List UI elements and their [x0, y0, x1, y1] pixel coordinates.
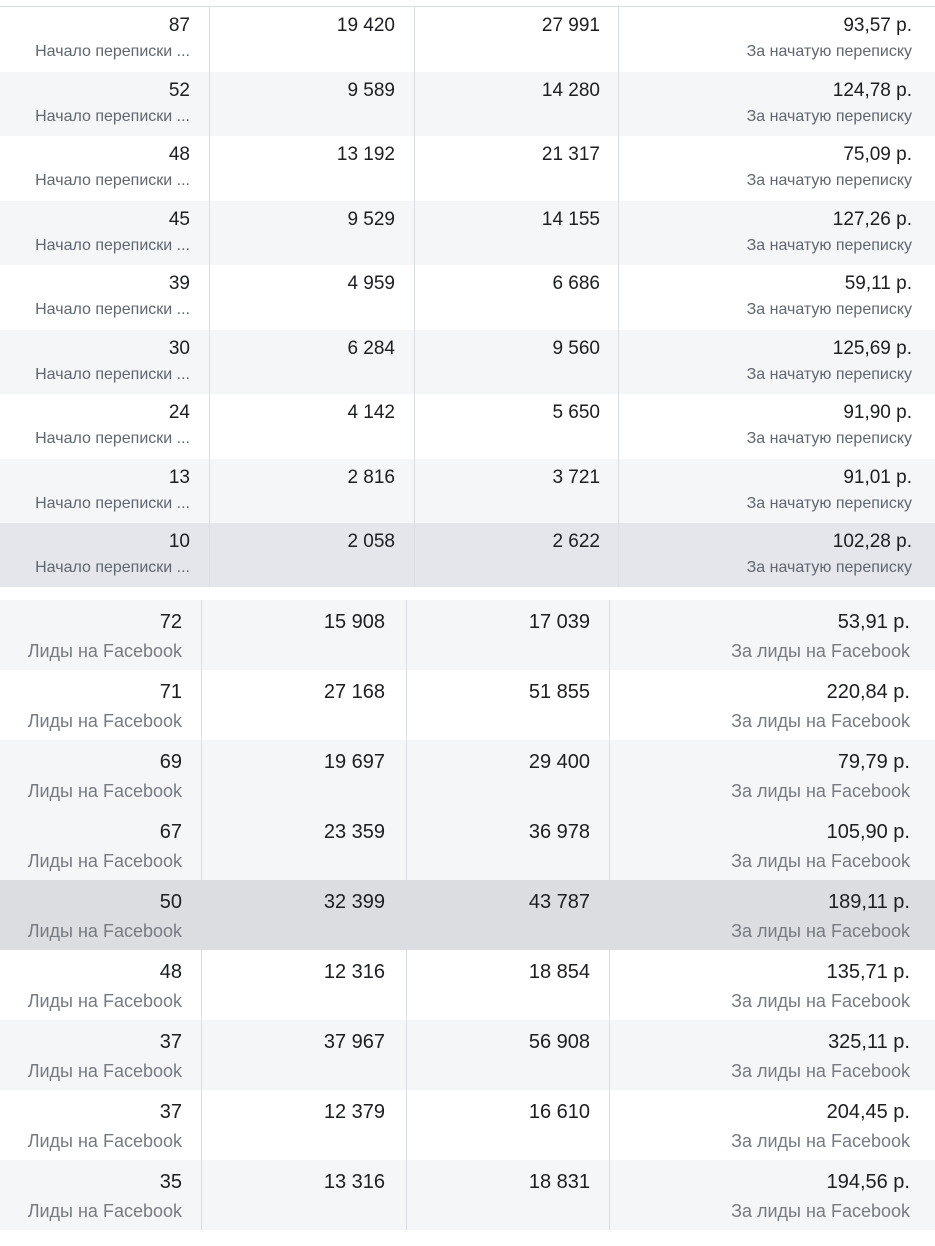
- table-row[interactable]: [0, 1090, 935, 1160]
- cost-per-result-label: За начатую переписку: [746, 43, 912, 60]
- cost-per-result-value: 189,11 р.: [828, 891, 910, 913]
- reach-cell: [209, 459, 414, 524]
- cost-per-result-label: За начатую переписку: [746, 430, 912, 447]
- impressions-cell: [414, 523, 618, 588]
- results-cell: [0, 1020, 201, 1090]
- results-type-label: Начало переписки ...: [35, 430, 190, 447]
- impressions-value: 27 991: [541, 15, 600, 36]
- reach-value: 2 058: [347, 531, 395, 552]
- results-cell: [0, 523, 209, 588]
- reach-cell: [201, 1090, 406, 1160]
- impressions-value: 6 686: [552, 273, 600, 294]
- cost-per-result-cell: [618, 265, 935, 330]
- cost-per-result-label: За лиды на Facebook: [731, 711, 910, 731]
- results-type-label: Начало переписки ...: [35, 365, 190, 383]
- reach-cell: [209, 201, 414, 266]
- results-cell: [0, 7, 209, 72]
- reach-value: 13 316: [323, 1171, 385, 1193]
- cost-per-result-cell: [609, 880, 935, 950]
- impressions-value: 9 560: [552, 337, 600, 359]
- results-type-label: Лиды на Facebook: [27, 921, 182, 941]
- impressions-value: 17 039: [528, 611, 590, 633]
- results-value: 45: [168, 208, 190, 230]
- reach-cell: [209, 7, 414, 72]
- reach-cell: [209, 72, 414, 137]
- cost-per-result-cell: [618, 523, 935, 588]
- cost-per-result-value: 91,90 р.: [843, 402, 912, 423]
- reach-cell: [201, 1020, 406, 1090]
- impressions-cell: [406, 1020, 609, 1090]
- results-type-label: Лиды на Facebook: [27, 1201, 182, 1221]
- results-value: 24: [168, 402, 190, 423]
- cost-per-result-value: 53,91 р.: [837, 611, 910, 633]
- cost-per-result-cell: [618, 72, 935, 137]
- results-value: 10: [168, 531, 190, 552]
- table-row[interactable]: [0, 1160, 935, 1230]
- results-value: 37: [159, 1101, 182, 1123]
- cost-per-result-label: За начатую переписку: [746, 365, 912, 383]
- results-type-label: Лиды на Facebook: [27, 851, 182, 871]
- table-row[interactable]: [0, 7, 935, 72]
- results-type-label: Начало переписки ...: [35, 559, 190, 576]
- table-row[interactable]: [0, 810, 935, 880]
- impressions-cell: [414, 136, 618, 201]
- reach-value: 23 359: [323, 821, 385, 843]
- cost-per-result-cell: [618, 394, 935, 459]
- results-cell: [0, 600, 201, 670]
- cost-per-result-label: За начатую переписку: [746, 559, 912, 576]
- cost-per-result-cell: [609, 1160, 935, 1230]
- results-cell: [0, 1160, 201, 1230]
- impressions-value: 18 854: [528, 961, 590, 983]
- reach-value: 19 697: [323, 751, 385, 773]
- reach-cell: [201, 600, 406, 670]
- cost-per-result-value: 79,79 р.: [837, 751, 910, 773]
- impressions-cell: [414, 72, 618, 137]
- reach-cell: [201, 880, 406, 950]
- results-cell: [0, 330, 209, 395]
- table-row[interactable]: [0, 459, 935, 524]
- cost-per-result-label: За лиды на Facebook: [731, 991, 910, 1011]
- results-type-label: Начало переписки ...: [35, 236, 190, 254]
- impressions-value: 36 978: [528, 821, 590, 843]
- cost-per-result-cell: [609, 1020, 935, 1090]
- screenshot-divider: [0, 587, 935, 600]
- cost-per-result-cell: [609, 950, 935, 1020]
- results-type-label: Начало переписки ...: [35, 107, 190, 125]
- results-cell: [0, 810, 201, 880]
- results-value: 48: [168, 144, 190, 165]
- reach-value: 12 379: [323, 1101, 385, 1123]
- cost-per-result-value: 220,84 р.: [826, 681, 910, 703]
- reach-cell: [209, 523, 414, 588]
- results-type-label: Начало переписки ...: [35, 172, 190, 189]
- reach-value: 37 967: [323, 1031, 385, 1053]
- reach-value: 2 816: [347, 466, 395, 488]
- results-type-label: Лиды на Facebook: [27, 781, 182, 801]
- table-row[interactable]: [0, 330, 935, 395]
- cost-per-result-value: 59,11 р.: [844, 273, 912, 294]
- impressions-value: 43 787: [528, 891, 590, 913]
- results-cell: [0, 265, 209, 330]
- results-value: 50: [159, 891, 182, 913]
- impressions-cell: [406, 1090, 609, 1160]
- results-cell: [0, 670, 201, 740]
- reach-value: 4 142: [347, 402, 395, 423]
- results-value: 35: [159, 1171, 182, 1193]
- results-type-label: Лиды на Facebook: [27, 1061, 182, 1081]
- table-row[interactable]: [0, 740, 935, 810]
- table-row[interactable]: [0, 880, 935, 950]
- cost-per-result-value: 135,71 р.: [826, 961, 910, 983]
- table-row[interactable]: [0, 136, 935, 201]
- results-value: 30: [168, 337, 190, 359]
- results-value: 39: [168, 273, 190, 294]
- cost-per-result-label: За начатую переписку: [746, 172, 912, 189]
- cost-per-result-cell: [609, 740, 935, 810]
- results-type-label: Лиды на Facebook: [27, 991, 182, 1011]
- reach-value: 27 168: [323, 681, 385, 703]
- cost-per-result-label: За лиды на Facebook: [731, 921, 910, 941]
- results-type-label: Лиды на Facebook: [27, 1131, 182, 1151]
- cost-per-result-label: За лиды на Facebook: [731, 1061, 910, 1081]
- impressions-cell: [406, 950, 609, 1020]
- cost-per-result-value: 75,09 р.: [843, 144, 912, 165]
- table-row[interactable]: [0, 394, 935, 459]
- cost-per-result-value: 204,45 р.: [826, 1101, 910, 1123]
- table-row[interactable]: [0, 950, 935, 1020]
- impressions-cell: [406, 880, 609, 950]
- reach-value: 9 529: [347, 208, 395, 230]
- cost-per-result-label: За начатую переписку: [746, 494, 912, 512]
- results-cell: [0, 136, 209, 201]
- impressions-value: 21 317: [541, 144, 600, 165]
- cost-per-result-cell: [609, 1090, 935, 1160]
- messages-results-table: [0, 6, 935, 588]
- impressions-value: 29 400: [528, 751, 590, 773]
- cost-per-result-label: За лиды на Facebook: [731, 1201, 910, 1221]
- cost-per-result-value: 91,01 р.: [843, 466, 912, 488]
- results-value: 71: [159, 681, 182, 703]
- reach-value: 6 284: [347, 337, 395, 359]
- cost-per-result-cell: [609, 670, 935, 740]
- results-type-label: Начало переписки ...: [35, 301, 190, 318]
- results-value: 13: [168, 466, 190, 488]
- table-row[interactable]: [0, 523, 935, 588]
- impressions-value: 16 610: [528, 1101, 590, 1123]
- table-row[interactable]: [0, 265, 935, 330]
- table-row[interactable]: [0, 201, 935, 266]
- reach-cell: [209, 330, 414, 395]
- cost-per-result-label: За начатую переписку: [746, 301, 912, 318]
- cost-per-result-cell: [618, 330, 935, 395]
- results-type-label: Начало переписки ...: [35, 494, 190, 512]
- results-value: 37: [159, 1031, 182, 1053]
- cost-per-result-label: За начатую переписку: [746, 107, 912, 125]
- results-cell: [0, 880, 201, 950]
- results-value: 67: [159, 821, 182, 843]
- cost-per-result-value: 102,28 р.: [832, 531, 912, 552]
- impressions-value: 5 650: [552, 402, 600, 423]
- cost-per-result-cell: [618, 7, 935, 72]
- impressions-cell: [406, 740, 609, 810]
- results-cell: [0, 950, 201, 1020]
- impressions-value: 3 721: [552, 466, 600, 488]
- impressions-cell: [414, 330, 618, 395]
- impressions-value: 2 622: [552, 531, 600, 552]
- cost-per-result-cell: [609, 810, 935, 880]
- impressions-value: 14 155: [541, 208, 600, 230]
- cost-per-result-value: 127,26 р.: [832, 208, 912, 230]
- results-cell: [0, 459, 209, 524]
- table-row[interactable]: [0, 1020, 935, 1090]
- table-row[interactable]: [0, 600, 935, 670]
- reach-cell: [201, 810, 406, 880]
- impressions-cell: [406, 600, 609, 670]
- reach-cell: [209, 136, 414, 201]
- results-cell: [0, 72, 209, 137]
- results-value: 87: [168, 15, 190, 36]
- cost-per-result-value: 325,11 р.: [828, 1031, 910, 1053]
- leads-results-table: [0, 600, 935, 1230]
- cost-per-result-cell: [618, 136, 935, 201]
- reach-value: 4 959: [347, 273, 395, 294]
- cost-per-result-cell: [609, 600, 935, 670]
- reach-cell: [201, 1160, 406, 1230]
- reach-cell: [209, 394, 414, 459]
- results-type-label: Лиды на Facebook: [27, 641, 182, 661]
- reach-cell: [201, 670, 406, 740]
- reach-cell: [201, 740, 406, 810]
- impressions-cell: [414, 459, 618, 524]
- results-value: 69: [159, 751, 182, 773]
- reach-value: 13 192: [336, 144, 395, 165]
- reach-cell: [201, 950, 406, 1020]
- cost-per-result-cell: [618, 201, 935, 266]
- results-type-label: Лиды на Facebook: [27, 711, 182, 731]
- impressions-cell: [414, 7, 618, 72]
- results-cell: [0, 201, 209, 266]
- cost-per-result-label: За начатую переписку: [746, 236, 912, 254]
- results-cell: [0, 740, 201, 810]
- cost-per-result-label: За лиды на Facebook: [731, 641, 910, 661]
- results-value: 48: [159, 961, 182, 983]
- impressions-value: 14 280: [541, 79, 600, 101]
- impressions-value: 56 908: [528, 1031, 590, 1053]
- reach-value: 32 399: [323, 891, 385, 913]
- impressions-cell: [414, 394, 618, 459]
- table-row[interactable]: [0, 670, 935, 740]
- results-value: 72: [159, 611, 182, 633]
- impressions-cell: [414, 201, 618, 266]
- cost-per-result-cell: [618, 459, 935, 524]
- cost-per-result-value: 194,56 р.: [826, 1171, 910, 1193]
- impressions-cell: [406, 670, 609, 740]
- impressions-cell: [406, 810, 609, 880]
- reach-value: 9 589: [347, 79, 395, 101]
- cost-per-result-value: 125,69 р.: [832, 337, 912, 359]
- impressions-cell: [414, 265, 618, 330]
- results-cell: [0, 1090, 201, 1160]
- cost-per-result-label: За лиды на Facebook: [731, 781, 910, 801]
- cost-per-result-value: 93,57 р.: [843, 15, 912, 36]
- results-value: 52: [168, 79, 190, 101]
- cost-per-result-label: За лиды на Facebook: [731, 1131, 910, 1151]
- reach-cell: [209, 265, 414, 330]
- results-cell: [0, 394, 209, 459]
- reach-value: 12 316: [323, 961, 385, 983]
- table-row[interactable]: [0, 72, 935, 137]
- impressions-value: 18 831: [528, 1171, 590, 1193]
- cost-per-result-label: За лиды на Facebook: [731, 851, 910, 871]
- impressions-cell: [406, 1160, 609, 1230]
- reach-value: 15 908: [323, 611, 385, 633]
- results-type-label: Начало переписки ...: [35, 43, 190, 60]
- impressions-value: 51 855: [528, 681, 590, 703]
- cost-per-result-value: 105,90 р.: [826, 821, 910, 843]
- cost-per-result-value: 124,78 р.: [832, 79, 912, 101]
- reach-value: 19 420: [336, 15, 395, 36]
